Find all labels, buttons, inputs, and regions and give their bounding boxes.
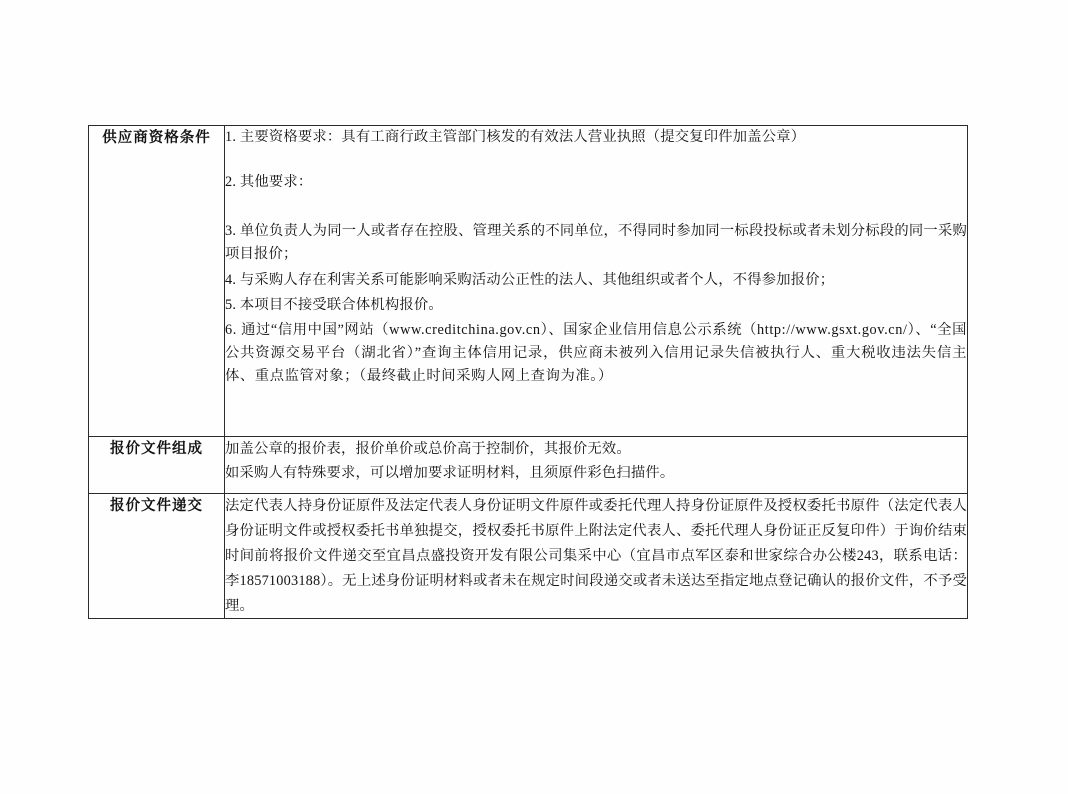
qualification-item-5: 5. 本项目不接受联合体机构报价。 [225, 296, 443, 313]
qualification-item-2: 2. 其他要求： [225, 174, 313, 191]
qualification-item-6: 6. 通过“信用中国”网站（www.creditchina.gov.cn）、国家企业信用信息公示系统（http://www.gsxt.gov.cn/）、“全国公共资源交易平台（湖北省）”查询主体信用记录，供应商未被列入信用记录失信被执行人、重大税收违法失信主体、重点监管对象；（最终截止时间采购人网上查询为准。） [225, 321, 967, 385]
row-label-supplier-qualification: 供应商资格条件 [89, 126, 225, 437]
row-content-quotation-composition [225, 437, 968, 494]
row-content-quotation-submission [225, 494, 968, 619]
requirements-table [88, 125, 968, 619]
table-row [89, 494, 968, 619]
qualification-item-4: 4. 与采购人存在利害关系可能影响采购活动公正性的法人、其他组织或者个人，不得参加报价； [225, 271, 835, 288]
table-row [89, 126, 968, 437]
row-label-quotation-composition: 报价文件组成 [89, 437, 225, 494]
composition-line-1: 加盖公章的报价表，报价单价或总价高于控制价，其报价无效。 [225, 441, 631, 457]
composition-line-2: 如采购人有特殊要求，可以增加要求证明材料，且须原件彩色扫描件。 [225, 465, 675, 482]
row-label-quotation-submission: 报价文件递交 [89, 494, 225, 619]
row-content-supplier-qualification [225, 126, 968, 437]
qualification-item-3: 3. 单位负责人为同一人或者存在控股、管理关系的不同单位，不得同时参加同一标段投标或者未划分标段的同一采购项目报价； [225, 223, 967, 263]
submission-paragraph: 法定代表人持身份证原件及法定代表人身份证明文件原件或委托代理人持身份证原件及授权委托书原件（法定代表人身份证明文件或授权委托书单独提交，授权委托书原件上附法定代表人、委托代理人身份证正反复印件）于询价结束时间前将报价文件递交至宜昌点盛投资开发有限公司集采中心（宜昌市点军区泰和世家综合办公楼243，联系电话：李18571003188）。无上述身份证明材料或者未在规定时间段递交或者未送达至指定地点登记确认的报价文件，不予受理。 [225, 498, 967, 614]
table-row [89, 437, 968, 494]
qualification-item-1: 1. 主要资格要求：具有工商行政主管部门核发的有效法人营业执照（提交复印件加盖公章） [225, 129, 806, 145]
